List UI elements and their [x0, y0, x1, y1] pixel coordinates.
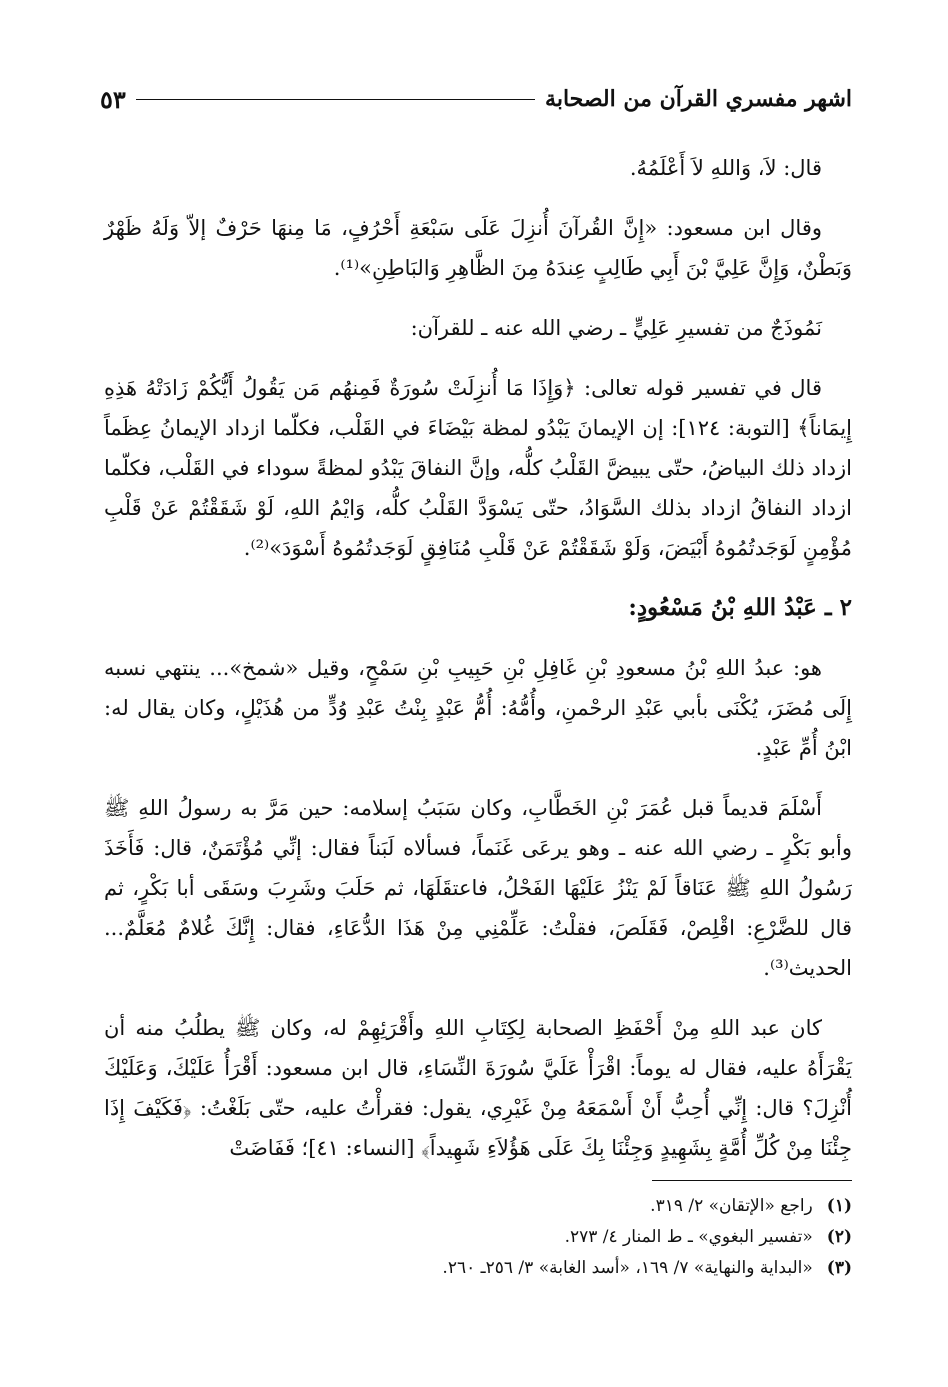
paragraph: أَسْلَمَ قديماً قبل عُمَرَ بْنِ الخَطَّابِ، وكان سَبَبُ إسلامه: حين مَرَّ به رسولُ اللهِ ﷺ وأبو بَكْرٍ ـ رضي الله عنه ـ وهو يرعَى غَنَماً، فسألاه لَبَناً فقال: إنِّي مُؤْتَمَنٌ، قال: فَأَخَذَ رَسُولُ اللهِ ﷺ عَنَاقاً لَمْ يَنْزُ عَلَيْهَا الفَحْلُ، فاعتقَلَهَا، ثم حَلَبَ وشَرِبَ وسَقَى أبا بَكْرٍ، ثم قال للضَّرْعِ: اقْلِصْ، فَقَلَصَ، فقلْتُ: عَلِّمْنِي مِنْ هَذَا الدُّعَاءِ، فقال: إِنَّكَ غُلامٌ مُعَلَّمٌ... الحديث⁽³⁾. — [104, 796, 852, 980]
page-number: ٥٣ — [100, 84, 126, 114]
paragraph: هو: عبدُ اللهِ بْنُ مسعودِ بْنِ غَافِلِ بْنِ حَبِيبِ بْنِ سَمْحٍ، وقيل «شمخ»... ينتهي نسبه إِلَى مُضَرَ، يُكْنَى بأبي عَبْدِ الرحْمنِ، وأُمُّهُ: أُمُّ عَبْدٍ بِنْتُ عَبْدِ وُدٍّ من هُذَيْلٍ، وكان يقال له: ابْنُ أُمِّ عَبْدٍ. — [104, 656, 852, 760]
paragraph: نَمُوذَجٌ من تفسيرِ عَلِيٍّ ـ رضي الله عنه ـ للقرآن: — [410, 316, 822, 340]
footnote-number: (٣) — [826, 1258, 852, 1278]
section-heading: ٢ ـ عَبْدُ اللهِ بْنُ مَسْعُودٍ: — [628, 594, 852, 621]
footnote-number: (١) — [826, 1196, 852, 1216]
footnotes — [104, 1180, 852, 1284]
header-rule — [136, 99, 535, 100]
footnote — [104, 1253, 852, 1284]
footnote — [104, 1191, 852, 1222]
footnote — [104, 1222, 852, 1253]
paragraph: وقال ابن مسعود: «إِنَّ القُرآنَ أُنزِلَ عَلَى سَبْعَةِ أَحْرُفٍ، مَا مِنهَا حَرْفٌ إلاّ وَلَهُ ظَهْرٌ وَبَطْنٌ، وَإِنَّ عَلِيَّ بْنَ أَبِي طَالِبٍ عِندَهُ مِنَ الظَّاهِرِ وَالبَاطِنِ»⁽¹⁾. — [104, 216, 852, 280]
paragraph: قال في تفسير قوله تعالى: ﴿وَإِذَا مَا أُنزِلَتْ سُورَةٌ فَمِنهُم مَن يَقُولُ أَيُّكُمْ زَادَتْهُ هَذِهِ إِيمَاناً﴾ [التوبة: ١٢٤]: إن الإيمانَ يَبْدُو لمظة بَيْضَاءَ في القَلْب، فكلّما ازداد الإيمانُ عِظَماً ازداد ذلك البياضُ، حتّى يبيضَّ القَلْبُ كلُّه، وإنَّ النفاقَ يَبْدُو لمظةً سوداء في القَلْب، فكلّما ازداد النفاقُ ازداد بذلك السَّوَادُ، حتّى يَسْوَدَّ القَلْبُ كلُّه، وَايْمُ اللهِ، لَوْ شَقَقْتُمْ عَنْ قَلْبِ مُؤْمِنٍ لَوَجَدتُمُوهُ أَبْيَضَ، وَلَوْ شَقَقْتُمْ عَنْ قَلْبِ مُنَافِقٍ لَوَجَدتُمُوهُ أَسْوَدَ»⁽²⁾. — [104, 376, 852, 560]
main-text — [104, 148, 852, 1184]
footnote-text: راجع «الإتقان» ٢/ ٣١٩. — [650, 1196, 813, 1216]
page-header — [100, 82, 852, 116]
paragraph: قال: لاَ، وَاللهِ لاَ أَعْلَمُهُ. — [629, 156, 822, 180]
running-title: اشهر مفسري القرآن من الصحابة — [545, 86, 852, 112]
footnote-text: «البداية والنهاية» ٧/ ١٦٩، «أسد الغابة» ٣/ ٢٥٦ـ ٢٦٠. — [442, 1258, 813, 1278]
footnote-rule — [652, 1180, 852, 1181]
footnote-number: (٢) — [826, 1227, 852, 1247]
paragraph: كان عبد اللهِ مِنْ أَحْفَظِ الصحابة لِكِتَابِ اللهِ وأَقْرَئِهِمْ له، وكان ﷺ يطلُبُ منه أن يَقْرَأَهُ عليه، فقال له يوماً: اقْرَأْ عَلَيَّ سُورَةَ النِّسَاءِ، قال ابن مسعود: أَقْرَأُ عَلَيْكَ، وَعَلَيْكَ أُنْزِلَ؟ قال: إِنِّي أُحِبُّ أَنْ أَسْمَعَهُ مِنْ غَيْرِي، يقول: فقرأْتُ عليه، حتّى بَلَغْتُ: ﴿فَكَيْفَ إِذَا جِئْنَا مِنْ كُلِّ أُمَّةٍ بِشَهِيدٍ وَجِئْنَا بِكَ عَلَى هَؤُلاَءِ شَهِيداً﴾ [النساء: ٤١]؛ فَفَاضَتْ — [104, 1016, 852, 1160]
footnote-text: «تفسير البغوي» ـ ط المنار ٤/ ٢٧٣. — [564, 1227, 813, 1247]
